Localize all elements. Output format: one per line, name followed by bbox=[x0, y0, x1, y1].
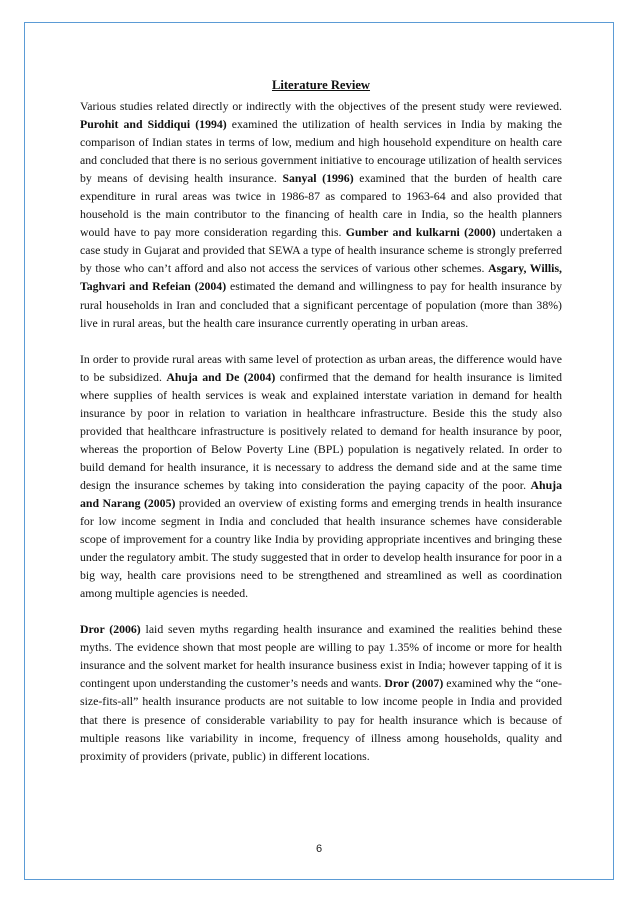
text-run: laid seven myths regarding health insurance and examined the realities behind these myths. The evidence shown that most people are willing to pay 1.35% of income or more for health insurance and the solvent market for health insurance business exist in India; however tapping of it is contingent upon understanding the customer’s needs and wants. bbox=[80, 622, 562, 691]
citation: Gumber and kulkarni (2000) bbox=[345, 225, 496, 240]
citation: Ahuja and Narang (2005) bbox=[80, 477, 562, 510]
page-number: 6 bbox=[315, 843, 323, 855]
text-run: provided an overview of existing forms and emerging trends in health insurance for low income segment in India and concluded that health insurance schemes have considerable scope of improvement for a country like India by providing appropriate incentives and bringing these under the regulatory ambit. The study suggested that in order to develop health insurance for poor in a big way, health care provisions need to be strengthened and streamlined as well as coordination among multiple agencies is needed. bbox=[80, 495, 563, 601]
citation: Dror (2007) bbox=[384, 676, 444, 691]
paragraph-1 bbox=[80, 97, 562, 332]
citation: Ahuja and De (2004) bbox=[166, 369, 276, 384]
text-run: confirmed that the demand for health insurance is limited where supplies of health services is weak and explained interstate variation in demand for health insurance by poor in relation to variation in healthcare infrastructure. Beside this the study also provided that healthcare infrastructure is positively related to demand for health insurance by poor, whereas the proportion of Below Poverty Line (BPL) population is negatively related. In order to build demand for health insurance, it is necessary to address the demand side and at the same time design the insurance schemes by taking into consideration the paying capacity of the poor. bbox=[80, 369, 562, 492]
citation: Purohit and Siddiqui (1994) bbox=[80, 117, 227, 132]
text-run: estimated the demand and willingness to pay for health insurance by rural households in Iran and concluded that a significant percentage of population (more than 38%) live in rural areas, but the health care insurance currently operating in urban areas. bbox=[80, 279, 562, 330]
citation: Sanyal (1996) bbox=[282, 171, 354, 186]
citation: Asgary, Willis, Taghvari and Refeian (2004) bbox=[80, 261, 563, 294]
text-run: examined the utilization of health services in India by making the comparison of Indian states in terms of low, medium and high household expenditure on health care and concluded that there is no serious government initiative to encourage utilization of health services by means of devising health insurance. bbox=[80, 117, 562, 186]
document-body bbox=[80, 76, 562, 783]
text-run: Various studies related directly or indirectly with the objectives of the present study were reviewed. bbox=[80, 99, 562, 113]
text-run: undertaken a case study in Gujarat and provided that SEWA a type of health insurance scheme is strongly preferred by those who can’t afford and also not access the services of various other schemes. bbox=[80, 225, 562, 276]
citation: Dror (2006) bbox=[80, 622, 141, 637]
paragraph-2 bbox=[80, 350, 562, 603]
text-run: examined that the burden of health care expenditure in rural areas was twice in 1986-87 as compared to 1963-64 and also provided that household is the main contributor to the financing of health care in India, so the health planners would have to pay more consideration regarding this. bbox=[80, 171, 562, 240]
paragraph-3 bbox=[80, 620, 562, 764]
text-run: In order to provide rural areas with same level of protection as urban areas, the difference would have to be subsidized. bbox=[80, 351, 562, 384]
text-run: examined why the “one-size-fits-all” health insurance products are not suitable to low income people in India and provided that there is presence of considerable variability to pay for health insurance which is because of multiple reasons like variability in income, frequency of illness among households, quality and proximity of providers (private, public) in different locations. bbox=[80, 676, 562, 763]
page-title: Literature Review bbox=[271, 78, 371, 92]
